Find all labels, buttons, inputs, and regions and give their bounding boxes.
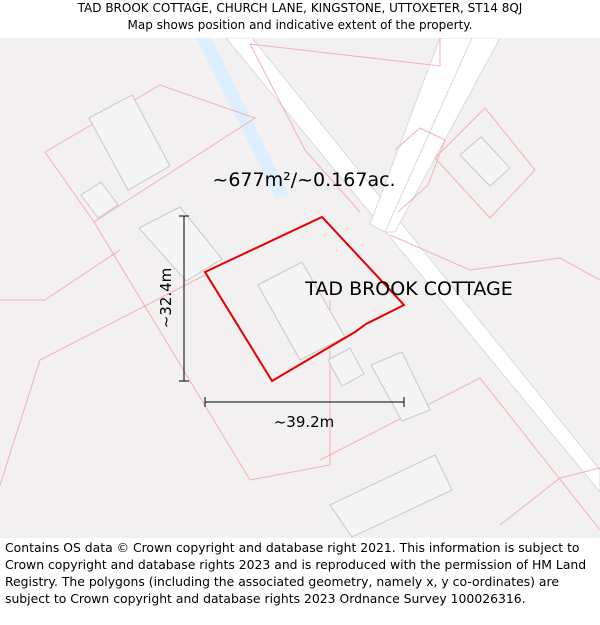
map-canvas[interactable]	[0, 38, 600, 538]
width-label: ~39.2m	[273, 413, 335, 431]
map-header	[0, 0, 600, 38]
area-label: ~677m²/~0.167ac.	[212, 169, 396, 191]
property-address: TAD BROOK COTTAGE, CHURCH LANE, KINGSTONE, UTTOXETER, ST14 8QJ	[77, 1, 523, 15]
map-panel[interactable]	[0, 38, 600, 538]
map-subtitle: Map shows position and indicative extent of the property.	[127, 18, 473, 32]
property-name-label: TAD BROOK COTTAGE	[305, 278, 513, 300]
copyright-notice: Contains OS data © Crown copyright and database right 2021. This information is subject to Crown copyright and database rights 2023 and is reproduced with the permission of HM Land Registry. The polygons (including the associated geometry, namely x, y co-ordinates) are subject to Crown copyright and database rights 2023 Ordnance Survey 100026316.	[5, 540, 587, 606]
height-label: ~32.4m	[157, 267, 175, 329]
